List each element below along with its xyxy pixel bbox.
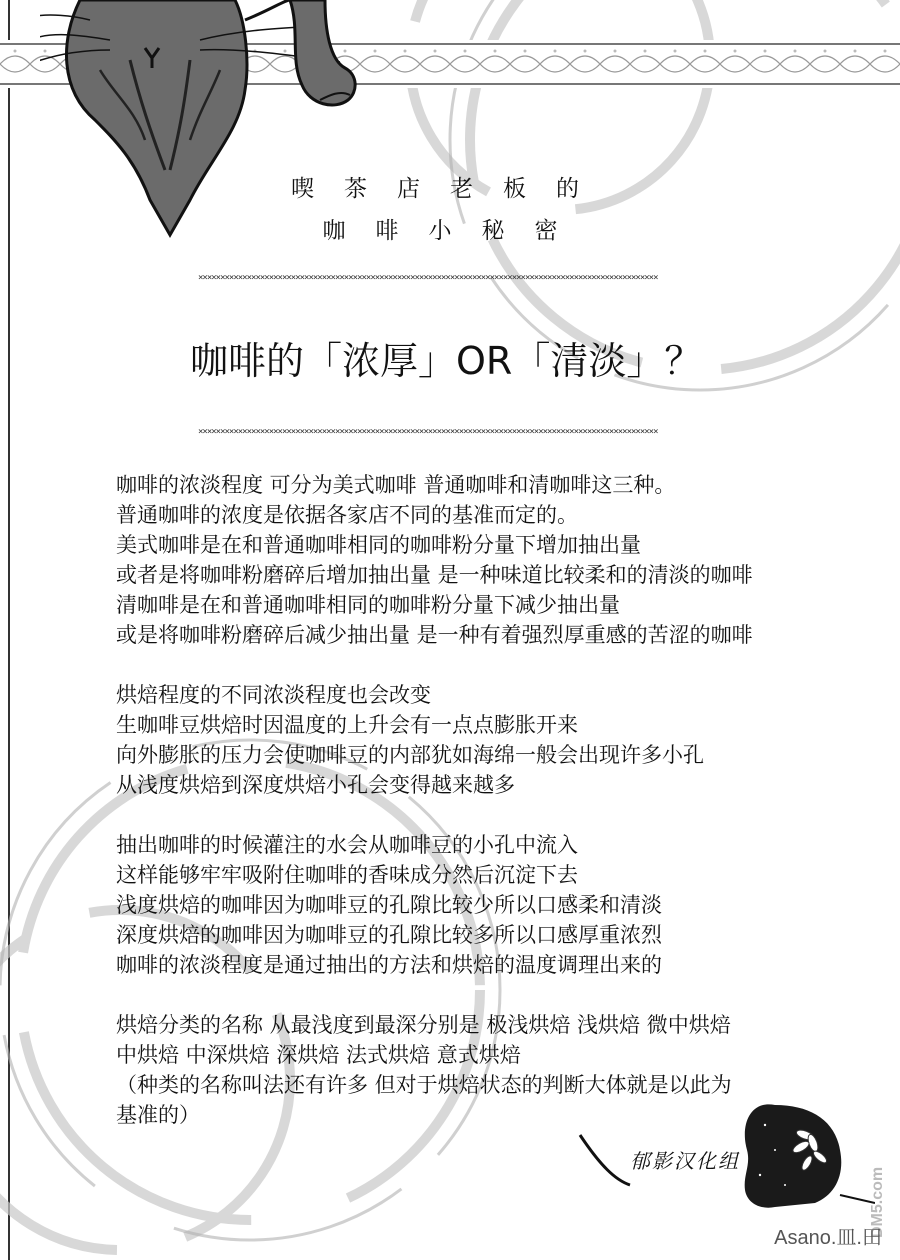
text-line: 抽出咖啡的时候灌注的水会从咖啡豆的小孔中流入 xyxy=(116,833,578,857)
text-line: 普通咖啡的浓度是依据各家店不同的基准而定的。 xyxy=(116,503,578,527)
main-title: 咖啡的「浓厚」OR「清淡」？ xyxy=(190,339,703,383)
cross-stitch-divider-bottom: ×××××××××××××××××××××××××××××××××××××××××××××××××××××××××××××××××××××××××××××××××××××××××××××××××××××××× xyxy=(198,427,658,437)
text-line: 从浅度烘焙到深度烘焙小孔会变得越来越多 xyxy=(116,773,515,797)
text-line: 中烘焙 中深烘焙 深烘焙 法式烘焙 意式烘焙 xyxy=(116,1043,521,1067)
text-line: 这样能够牢牢吸附住咖啡的香味成分然后沉淀下去 xyxy=(116,863,578,887)
paragraph-extraction xyxy=(116,830,886,980)
cross-stitch-divider-top: ×××××××××××××××××××××××××××××××××××××××××××××××××××××××××××××××××××××××××××××××××××××××××××××××××××××××× xyxy=(198,273,658,283)
text-line: 烘焙分类的名称 从最浅度到最深分别是 极浅烘焙 浅烘焙 微中烘焙 xyxy=(116,1013,731,1037)
text-line: 或者是将咖啡粉磨碎后增加抽出量 是一种味道比较柔和的清淡的咖啡 xyxy=(116,563,753,587)
text-line: 咖啡的浓淡程度 可分为美式咖啡 普通咖啡和清咖啡这三种。 xyxy=(116,473,676,497)
cat-illustration xyxy=(40,0,370,240)
header-line-2: 咖啡小秘密 xyxy=(322,218,588,244)
body-text xyxy=(116,470,886,1160)
text-line: 浅度烘焙的咖啡因为咖啡豆的孔隙比较少所以口感柔和清淡 xyxy=(116,893,662,917)
text-line: 美式咖啡是在和普通咖啡相同的咖啡粉分量下增加抽出量 xyxy=(116,533,641,557)
asano-watermark: Asano.皿.田 xyxy=(774,1227,882,1249)
paragraph-roasting-change xyxy=(116,680,886,800)
text-line: 或是将咖啡粉磨碎后减少抽出量 是一种有着强烈厚重感的苦涩的咖啡 xyxy=(116,623,753,647)
text-line: 咖啡的浓淡程度是通过抽出的方法和烘焙的温度调理出来的 xyxy=(116,953,662,977)
text-line: 烘焙程度的不同浓淡程度也会改变 xyxy=(116,683,431,707)
text-line: 生咖啡豆烘焙时因温度的上升会有一点点膨胀开来 xyxy=(116,713,578,737)
text-line: 深度烘焙的咖啡因为咖啡豆的孔隙比较多所以口感厚重浓烈 xyxy=(116,923,662,947)
dm5-watermark-text: DM5.com xyxy=(869,1166,886,1238)
scanlation-credit xyxy=(575,1095,875,1215)
header-line-1: 喫茶店老板的 xyxy=(291,176,609,202)
credit-text: 郁影汉化组 xyxy=(630,1149,740,1173)
text-line: （种类的名称叫法还有许多 但对于烘焙状态的判断大体就是以此为 xyxy=(116,1073,732,1097)
text-line: 向外膨胀的压力会使咖啡豆的内部犹如海绵一般会出现许多小孔 xyxy=(116,743,704,767)
text-line: 基准的） xyxy=(116,1103,200,1127)
paragraph-strength-types xyxy=(116,470,886,650)
text-line: 清咖啡是在和普通咖啡相同的咖啡粉分量下减少抽出量 xyxy=(116,593,620,617)
